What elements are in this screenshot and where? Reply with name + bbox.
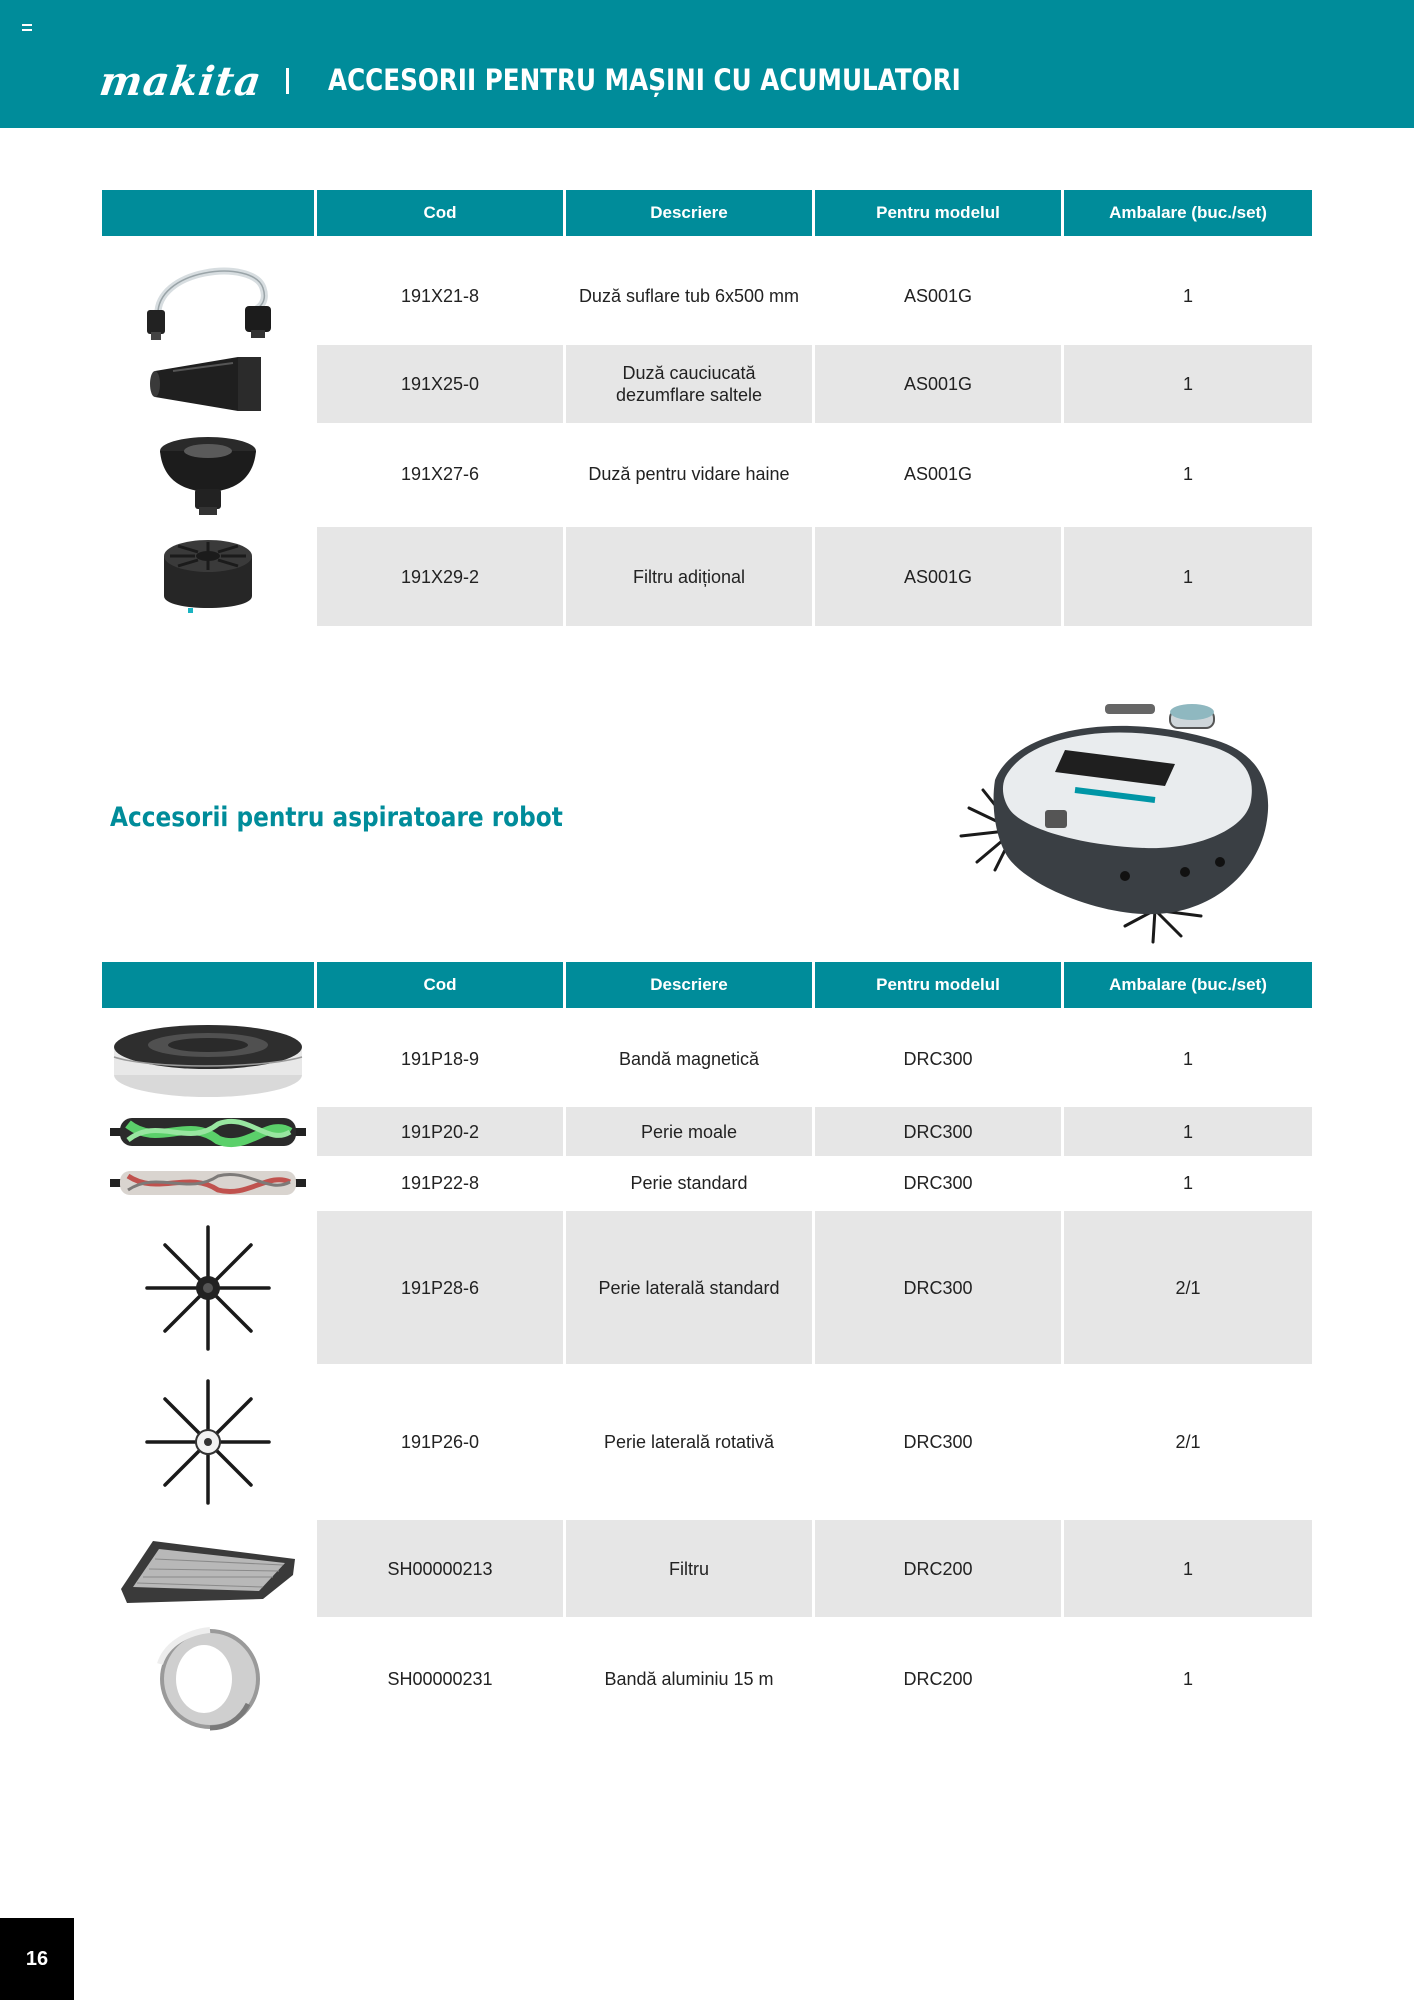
cell-cod: 191X27-6 [400, 464, 480, 484]
cell-descriere: Perie laterală rotativă [603, 1432, 775, 1452]
rotating-side-brush-icon [102, 1365, 314, 1519]
cell-cod: 191P28-6 [317, 1211, 563, 1364]
table-header [102, 962, 1312, 1008]
cell-ambalare: 1 [1064, 345, 1312, 423]
page-title: ACCESORII PENTRU MAȘINI CU ACUMULATORI [328, 63, 961, 97]
cell-ambalare: 1 [1182, 1173, 1193, 1193]
cell-descriere: Perie standard [630, 1173, 748, 1193]
tube-nozzle-icon [102, 244, 314, 348]
cell-descriere: Bandă magnetică [618, 1049, 760, 1069]
filter-icon [102, 527, 314, 626]
table-row [102, 423, 1312, 525]
clothes-nozzle-icon [102, 423, 314, 525]
makita-logo: makita [96, 58, 265, 105]
page-number: 16 [0, 1918, 74, 2000]
cell-ambalare: 2/1 [1175, 1432, 1201, 1452]
magnetic-tape-icon [102, 1012, 314, 1106]
cell-ambalare: 1 [1182, 1049, 1193, 1069]
page-header [0, 0, 1414, 128]
soft-brush-icon [102, 1107, 314, 1156]
section-title: Accesorii pentru aspiratoare robot [110, 802, 563, 833]
table-row [102, 1520, 1312, 1617]
rubber-nozzle-icon [102, 345, 314, 423]
cell-cod: 191P22-8 [400, 1173, 480, 1193]
cell-model: AS001G [815, 527, 1061, 626]
cell-descriere: Perie laterală standard [566, 1211, 812, 1364]
table-row [102, 527, 1312, 626]
table-row [102, 345, 1312, 423]
panel-filter-icon [102, 1520, 314, 1617]
header-cell-cod: Cod [317, 962, 563, 1008]
header-cell-model: Pentru modelul [815, 190, 1061, 236]
header-separator [286, 68, 289, 94]
header-cell-descriere: Descriere [566, 962, 812, 1008]
cell-cod: 191P20-2 [317, 1107, 563, 1156]
table-row [102, 1211, 1312, 1364]
cell-model: DRC200 [903, 1669, 973, 1689]
cell-cod: 191P18-9 [400, 1049, 480, 1069]
header-cell-descriere: Descriere [566, 190, 812, 236]
accessories-table-2 [102, 962, 1312, 1740]
cell-cod: SH00000213 [317, 1520, 563, 1617]
cell-descriere: Bandă aluminiu 15 m [604, 1669, 774, 1689]
cell-ambalare: 2/1 [1064, 1211, 1312, 1364]
cell-descriere: Duză pentru vidare haine [588, 464, 790, 484]
header-cell-image [102, 962, 314, 1008]
cell-descriere: Filtru [566, 1520, 812, 1617]
table-row [102, 1107, 1312, 1156]
cell-model: AS001G [903, 286, 973, 306]
table-row [102, 1157, 1312, 1209]
cell-model: DRC300 [903, 1049, 973, 1069]
header-cell-model: Pentru modelul [815, 962, 1061, 1008]
cell-cod: 191X21-8 [400, 286, 480, 306]
cell-ambalare: 1 [1182, 286, 1193, 306]
cell-model: DRC300 [903, 1173, 973, 1193]
cell-cod: 191X25-0 [317, 345, 563, 423]
cell-ambalare: 1 [1064, 1107, 1312, 1156]
cell-model: DRC300 [903, 1432, 973, 1452]
header-cell-ambalare: Ambalare (buc./set) [1064, 190, 1312, 236]
cell-ambalare: 1 [1182, 1669, 1193, 1689]
cell-ambalare: 1 [1064, 1520, 1312, 1617]
cell-descriere: Perie moale [566, 1107, 812, 1156]
cell-cod: 191P26-0 [400, 1432, 480, 1452]
aluminium-tape-icon [102, 1618, 314, 1740]
cell-model: DRC300 [815, 1107, 1061, 1156]
cell-model: DRC200 [815, 1520, 1061, 1617]
header-cell-ambalare: Ambalare (buc./set) [1064, 962, 1312, 1008]
cell-descriere: Duză cauciucată dezumflare saltele [566, 345, 812, 423]
cell-model: AS001G [903, 464, 973, 484]
side-brush-icon [102, 1211, 314, 1364]
cell-descriere: Filtru adițional [566, 527, 812, 626]
accessories-table-1 [102, 190, 1312, 626]
cell-descriere: Duză suflare tub 6x500 mm [578, 286, 800, 306]
table-row [102, 244, 1312, 348]
cell-ambalare: 1 [1182, 464, 1193, 484]
header-cell-image [102, 190, 314, 236]
standard-brush-icon [102, 1157, 314, 1209]
cell-model: DRC300 [815, 1211, 1061, 1364]
cell-ambalare: 1 [1064, 527, 1312, 626]
cell-cod: SH00000231 [387, 1669, 493, 1689]
cell-cod: 191X29-2 [317, 527, 563, 626]
cell-model: AS001G [815, 345, 1061, 423]
table-header [102, 190, 1312, 236]
table-row [102, 1365, 1312, 1519]
robot-vacuum-icon [955, 690, 1275, 950]
table-row [102, 1618, 1312, 1740]
table-row [102, 1012, 1312, 1106]
header-cell-cod: Cod [317, 190, 563, 236]
language-flag-icon [22, 24, 32, 31]
